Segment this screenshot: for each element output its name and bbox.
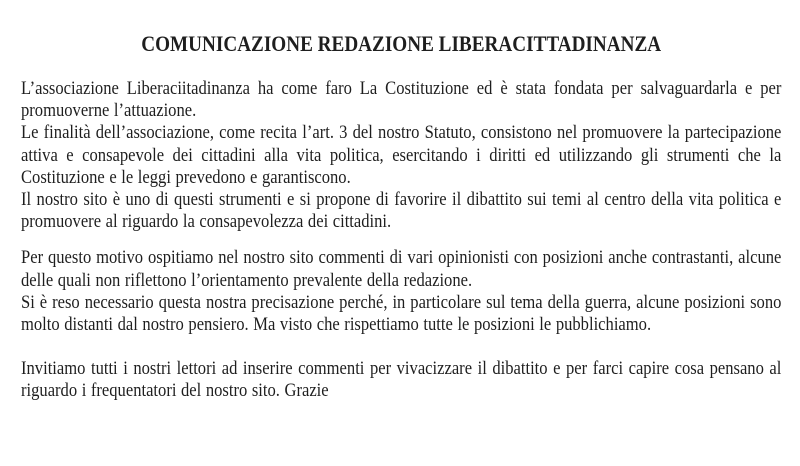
paragraph-opinions-disclaimer: Per questo motivo ospitiamo nel nostro sito commenti di vari opinionisti con posizioni anche contrastanti, alcune delle quali non riflettono l’orientamento prevalente della redazione. (21, 247, 782, 291)
document-title: COMUNICAZIONE REDAZIONE LIBERACITTADINANZA (141, 31, 662, 56)
paragraph-block-intro (21, 78, 781, 233)
paragraph-reader-invitation: Invitiamo tutti i nostri lettori ad inserire commenti per vivacizzare il dibattito e per farci capire cosa pensano al riguardo i frequentatori del nostro sito. Grazie (21, 358, 782, 402)
paragraph-site-purpose: Il nostro sito è uno di questi strumenti e si propone di favorire il dibattito sui temi al centro della vita politica e promuovere al riguardo la consapevolezza dei cittadini. (21, 189, 782, 233)
paragraph-block-invitation (21, 358, 781, 402)
document-content (21, 0, 781, 403)
paragraph-statute-goals: Le finalità dell’associazione, come recita l’art. 3 del nostro Statuto, consistono nel promuovere la partecipazione attiva e consapevole dei cittadini alla vita politica, esercitando i diritti ed utilizzando gli strumenti che la Costituzione e le leggi prevedono e garantiscono. (21, 122, 782, 188)
paragraph-block-editorial-note (21, 247, 781, 336)
paragraph-association-purpose: L’associazione Liberaciitadinanza ha come faro La Costituzione ed è stata fondata per salvaguardarla e per promuoverne l’attuazione. (21, 78, 782, 122)
paragraph-war-positions: Si è reso necessario questa nostra precisazione perché, in particolare sul tema della guerra, alcune posizioni sono molto distanti dal nostro pensiero. Ma visto che rispettiamo tutte le posizioni le pubblichiamo. (21, 291, 782, 336)
